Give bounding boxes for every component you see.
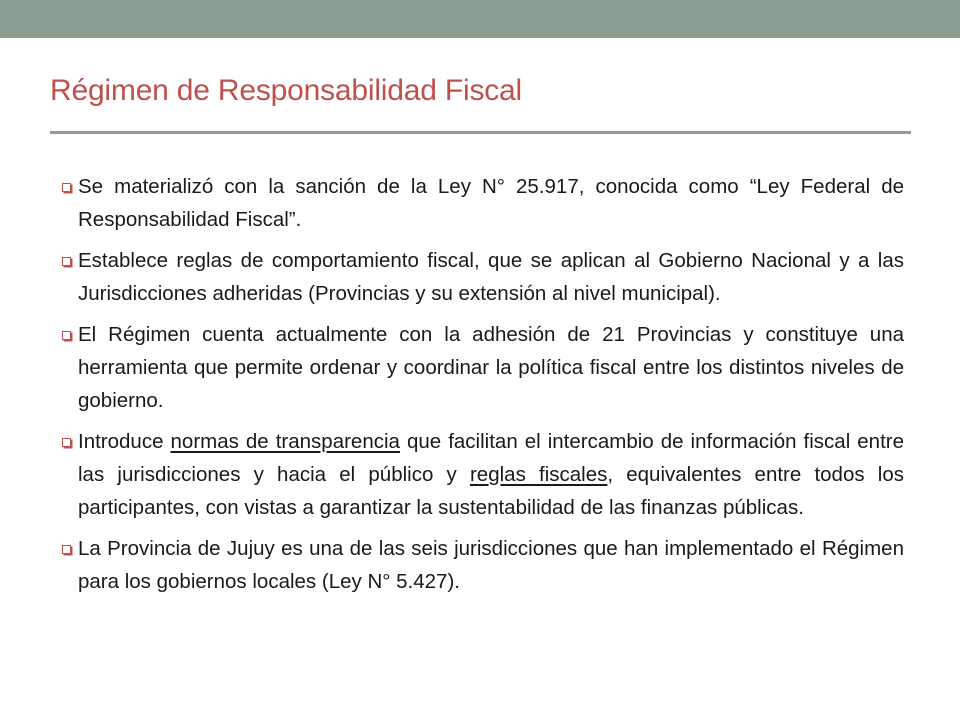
bullet-text: Se materializó con la sanción de la Ley N° 25.917, conocida como “Ley Federal de Responsabilidad Fiscal”. xyxy=(78,175,904,231)
slide-title: Régimen de Responsabilidad Fiscal xyxy=(50,74,522,107)
square-bullet-icon xyxy=(62,257,71,266)
bullet-item xyxy=(62,170,904,236)
bullet-item xyxy=(62,425,904,524)
bullet-list xyxy=(62,170,904,606)
bullet-text-part: , equivalentes entre todos los participantes, con vistas a garantizar la sustentabilidad de las finanzas públicas. xyxy=(78,463,905,519)
underlined-term-fiscal-rules: reglas fiscales xyxy=(469,463,608,486)
square-bullet-icon xyxy=(62,438,71,447)
bullet-text: La Provincia de Jujuy es una de las seis jurisdicciones que han implementado el Régimen para los gobiernos locales (Ley N° 5.427). xyxy=(78,537,904,593)
bullet-text-part: que facilitan el intercambio de información fiscal entre las jurisdicciones y hacia el público y xyxy=(78,430,905,486)
square-bullet-icon xyxy=(62,331,71,340)
bullet-text-part: Introduce xyxy=(78,430,171,453)
top-decorative-bar xyxy=(0,0,960,38)
square-bullet-icon xyxy=(62,183,71,192)
square-bullet-icon xyxy=(62,545,71,554)
bullet-text: El Régimen cuenta actualmente con la adhesión de 21 Provincias y constituye una herramienta que permite ordenar y coordinar la política fiscal entre los distintos niveles de gobierno. xyxy=(78,323,904,412)
title-divider xyxy=(50,131,911,134)
bullet-item xyxy=(62,532,904,598)
bullet-item xyxy=(62,318,904,417)
underlined-term-transparency: normas de transparencia xyxy=(170,430,400,453)
bullet-item xyxy=(62,244,904,310)
bullet-text: Establece reglas de comportamiento fiscal, que se aplican al Gobierno Nacional y a las Jurisdicciones adheridas (Provincias y su extensión al nivel municipal). xyxy=(78,249,904,305)
